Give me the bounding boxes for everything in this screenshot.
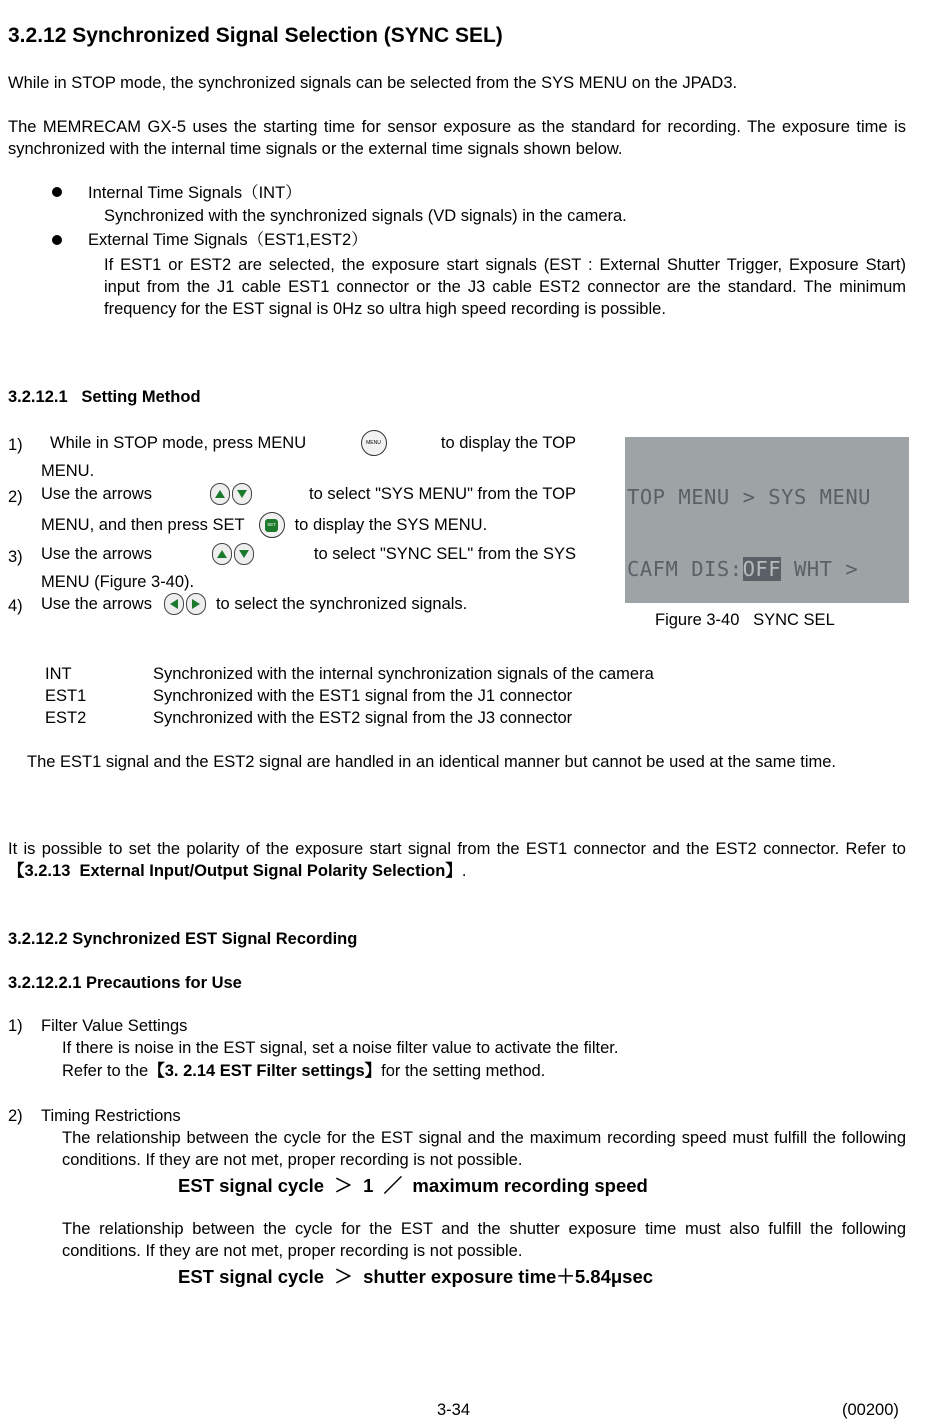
step-3-num: 3) (8, 548, 23, 566)
formula-2: EST signal cycle ＞ shutter exposure time＋5.84μsec (178, 1266, 654, 1287)
up-down-arrows-icon (210, 483, 252, 505)
step-2-num: 2) (8, 488, 23, 506)
menu-button-icon: MENU (361, 430, 387, 456)
step-2-line-2 (41, 512, 487, 538)
bullet-int-desc: Synchronized with the synchronized signals (VD signals) in the camera. (104, 207, 627, 225)
table-row: EST1 Synchronized with the EST1 signal from the J1 connector (45, 687, 573, 705)
step-2-text-d: to display the SYS MENU. (294, 516, 488, 534)
timing-paragraph-1: The relationship between the cycle for the EST signal and the maximum recording speed must fulfill the following conditions. If they are not met, proper recording is not possible. (62, 1129, 906, 1169)
up-down-arrows-icon (212, 543, 254, 565)
table-row: INT Synchronized with the internal synchronization signals of the camera (45, 665, 654, 683)
step-4-text-a: Use the arrows (41, 595, 152, 613)
step-1-text-a: While in STOP mode, press MENU (50, 434, 307, 452)
timing-num: 2) (8, 1107, 23, 1125)
step-4-text-b: to select the synchronized signals. (215, 595, 468, 613)
page-title: 3.2.12 Synchronized Signal Selection (SYNC SEL) (8, 24, 503, 47)
step-4-num: 4) (8, 597, 23, 615)
page-number: 3-34 (437, 1401, 471, 1419)
step-2-text-c: MENU, and then press SET (41, 516, 245, 534)
step-3-text-b: to select "SYNC SEL" from the SYS (313, 545, 576, 563)
bullet-est-title: External Time Signals（EST1,EST2） (88, 231, 368, 249)
filter-num: 1) (8, 1017, 23, 1035)
sync-sel-screen-image (625, 437, 909, 603)
filter-line-2: Refer to the【3. 2.14 EST Filter settings】for the setting method. (62, 1062, 546, 1080)
step-2-text-b: to select "SYS MENU" from the TOP (309, 485, 576, 503)
polarity-paragraph: It is possible to set the polarity of the exposure start signal from the EST1 connector and the EST2 connector. Refer to 【3.2.13 External Input/Output Signal Polarity Selection】. (8, 840, 906, 880)
step-2-text-a: Use the arrows (41, 485, 152, 503)
est-note: The EST1 signal and the EST2 signal are handled in an identical manner but cannot be used at the same time. (27, 753, 836, 771)
step-1-num: 1) (8, 436, 23, 454)
filter-title: Filter Value Settings (41, 1017, 188, 1035)
intro-paragraph-2: The MEMRECAM GX-5 uses the starting time for sensor exposure as the standard for recording. The exposure time is synchronized with the internal time signals or the external time signals shown below. (8, 118, 906, 158)
table-row: EST2 Synchronized with the EST2 signal from the J3 connector (45, 709, 573, 727)
set-button-icon: SET (259, 512, 285, 538)
section-est-recording: 3.2.12.2 Synchronized EST Signal Recording (8, 930, 358, 948)
section-setting-method: 3.2.12.1 Setting Method (8, 388, 201, 406)
step-3-text-a: Use the arrows (41, 545, 152, 563)
step-1-text-c: MENU. (41, 462, 95, 480)
figure-caption: Figure 3-40 SYNC SEL (655, 611, 835, 629)
filter-line-1: If there is noise in the EST signal, set a noise filter value to activate the filter. (62, 1039, 619, 1057)
signals-table (45, 663, 654, 729)
screen-row: CAFM DIS:OFF WHT > (627, 557, 859, 581)
polarity-reference: 【3.2.13 External Input/Output Signal Polarity Selection】 (8, 862, 462, 880)
bullet-est-desc: If EST1 or EST2 are selected, the exposure start signals (EST : External Shutter Trigger, Exposure Start) input from the J1 cable EST1 connector or the J3 cable EST2 connector are the standard. The minimum frequency for the EST signal is 0Hz so ultra high speed recording is possible. (104, 256, 906, 318)
section-precautions: 3.2.12.2.1 Precautions for Use (8, 974, 242, 992)
screen-row: TOP MENU > SYS MENU (627, 485, 871, 509)
step-1-line (50, 430, 576, 456)
step-4-line (41, 593, 467, 615)
left-right-arrows-icon (164, 593, 206, 615)
document-code: (00200) (842, 1401, 899, 1419)
bullet-icon (52, 187, 62, 197)
timing-title: Timing Restrictions (41, 1107, 181, 1125)
formula-1: EST signal cycle ＞ 1 ／ maximum recording speed (178, 1175, 648, 1196)
filter-reference: 【3. 2.14 EST Filter settings】 (148, 1062, 382, 1080)
step-3-text-c: MENU (Figure 3-40). (41, 573, 195, 591)
intro-paragraph-1: While in STOP mode, the synchronized signals can be selected from the SYS MENU on the JPAD3. (8, 74, 738, 92)
bullet-icon (52, 235, 62, 245)
bullet-int-title: Internal Time Signals（INT） (88, 184, 302, 202)
step-1-text-b: to display the TOP (440, 434, 576, 452)
step-2-line (41, 483, 576, 505)
step-3-line (41, 543, 576, 565)
timing-paragraph-2: The relationship between the cycle for the EST and the shutter exposure time must also fulfill the following conditions. If they are not met, proper recording is not possible. (62, 1220, 906, 1260)
